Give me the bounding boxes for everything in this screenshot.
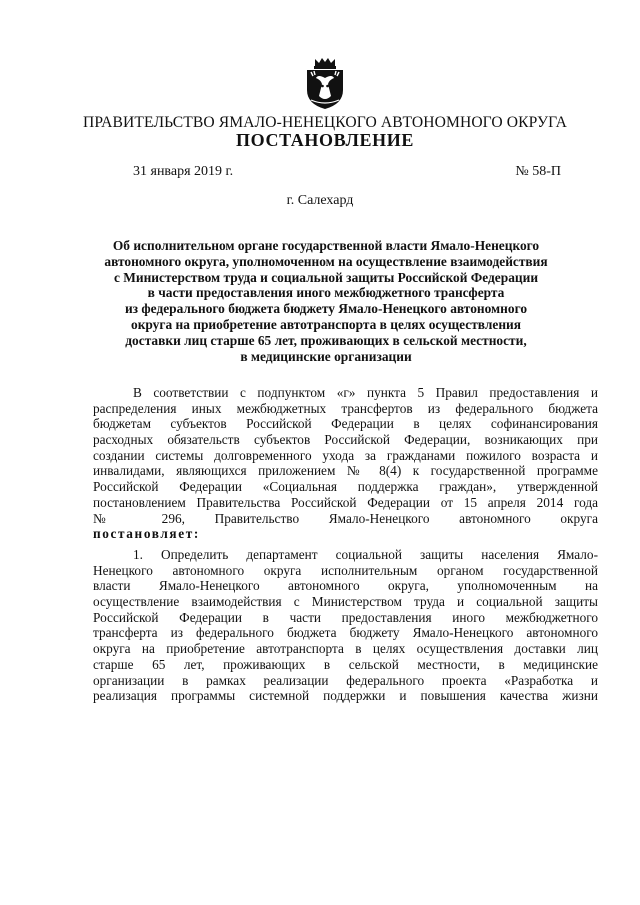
title-line: с Министерством труда и социальной защиты Российской Федерации bbox=[113, 269, 539, 285]
decree-title bbox=[100, 238, 552, 364]
title-line: доставки лиц старше 65 лет, проживающих в сельской местности, bbox=[125, 332, 527, 348]
preamble-line: инвалидами, являющихся приложением № 8(4) к государственной программе bbox=[93, 463, 598, 479]
preamble-line: постановлением Правительства Российской Федерации от 15 апреля 2014 года bbox=[93, 494, 598, 510]
coat-of-arms-emblem bbox=[303, 56, 347, 110]
item-1-paragraph bbox=[93, 547, 598, 704]
title-line: из федерального бюджета бюджету Ямало-Ненецкого автономного bbox=[124, 301, 528, 317]
preamble-line: бюджетам субъектов Российской Федерации в целях софинансирования bbox=[93, 416, 598, 432]
item-1-line: реализация программы системной поддержки и повышения качества жизни bbox=[93, 688, 598, 704]
item-1-line: организации в рамках реализации федерального проекта «Разработка и bbox=[93, 672, 598, 688]
coat-of-arms-icon bbox=[303, 56, 347, 110]
item-1-line: осуществление взаимодействия с Министерством труда и социальной защиты bbox=[93, 594, 598, 610]
preamble-line: В соответствии с подпунктом «г» пункта 5 Правил предоставления и bbox=[133, 385, 598, 400]
item-1-line: Российской Федерации в части предоставления иного межбюджетного bbox=[93, 609, 598, 625]
preamble-line: распределения иных межбюджетных трансфертов из федерального бюджета bbox=[93, 400, 598, 416]
government-name: ПРАВИТЕЛЬСТВО ЯМАЛО-НЕНЕЦКОГО АВТОНОМНОГО ОКРУГА bbox=[83, 114, 567, 131]
decree-city: г. Салехард bbox=[286, 193, 354, 208]
title-line: округа на приобретение автотранспорта в целях осуществления bbox=[131, 316, 521, 332]
decree-type-heading: ПОСТАНОВЛЕНИЕ bbox=[236, 130, 414, 150]
item-1-line: округа на приобретение автотранспорта в целях осуществления доставки лиц bbox=[93, 641, 598, 657]
item-1-line: трансферта из федерального бюджета бюджету Ямало-Ненецкого автономного bbox=[93, 625, 598, 641]
item-1-line: старше 65 лет, проживающих в сельской местности, в медицинские bbox=[93, 656, 598, 672]
preamble-paragraph bbox=[93, 385, 598, 542]
item-1-line: власти Ямало-Ненецкого автономного округа, уполномоченным на bbox=[93, 578, 598, 594]
preamble-line: расходных обязательств субъектов Российской Федерации, возникающих при bbox=[93, 432, 598, 448]
item-1-line: Ненецкого автономного округа исполнительным органом государственной bbox=[93, 562, 598, 578]
resolves-word: постановляет: bbox=[93, 526, 200, 542]
title-line: автономного округа, уполномоченном на осуществление взаимодействия bbox=[104, 253, 548, 269]
preamble-line: создании системы долговременного ухода за гражданами пожилого возраста и bbox=[93, 447, 598, 463]
item-1-line: 1. Определить департамент социальной защиты населения Ямало- bbox=[133, 547, 598, 562]
title-line: в медицинские организации bbox=[240, 348, 412, 364]
title-line: Об исполнительном органе государственной власти Ямало-Ненецкого bbox=[112, 238, 540, 253]
decree-date: 31 января 2019 г. bbox=[133, 164, 234, 179]
preamble-line: Российской Федерации «Социальная поддержка граждан», утвержденной bbox=[93, 479, 598, 495]
preamble-line: № 296, Правительство Ямало-Ненецкого автономного округа bbox=[93, 510, 598, 526]
decree-number: № 58-П bbox=[515, 164, 561, 179]
title-line: в части предоставления иного межбюджетного трансферта bbox=[147, 285, 505, 301]
